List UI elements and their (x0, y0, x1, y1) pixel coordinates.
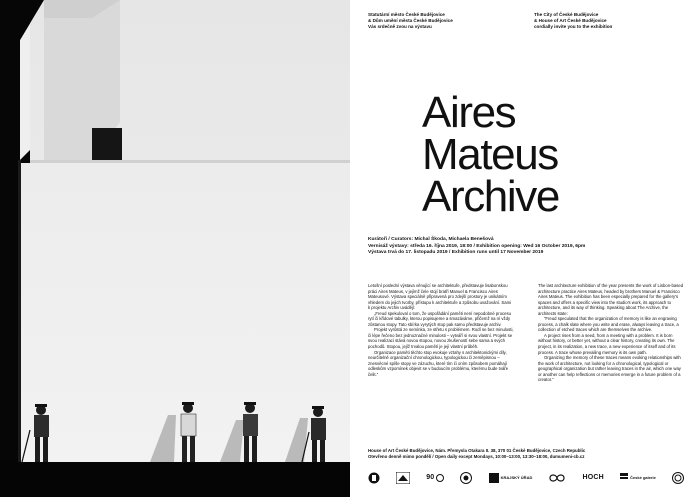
title-line: Aires (422, 88, 516, 137)
paragraph: “Freud speculated that the organization of memory is like an engraving process, a chalk slate where you write and erase, always leaving a trace, a collection of etched traces which are themselves the archive. (538, 316, 679, 333)
paragraph: „Freud spekuloval o tom, že uspořádání paměti není nepodobné procesu rytí či křídové tabulky, kterou popisujeme a smazáváme, přičemž na ní vždy zůstanou stopy. Tato sbírka vyrytých stop pak samo představuje archiv. (368, 310, 512, 327)
anniversary-logo (426, 474, 444, 482)
ministry-logo (396, 472, 410, 484)
title-line: Mateus (422, 130, 558, 179)
text-panel (350, 0, 700, 497)
intro-line: cordially invite you to the exhibition (534, 24, 613, 30)
body-text-czech (368, 283, 514, 377)
galleries-logo (620, 473, 656, 483)
hoch-text: HOCH (582, 473, 604, 481)
sponsor-logos (368, 470, 684, 486)
title-line: Archive (422, 172, 559, 221)
hours-line: Otevřeno denně mimo pondělí / Open daily except Mondays, 10:00–13:00, 13:30–18:00, dumumeni-cb.cz (368, 454, 585, 459)
opening-line: Vernisáž výstavy: středa 16. října 2019, 18:00 / Exhibition opening: Wed 16 October 2019, 6pm (368, 243, 586, 249)
gallery-icon (620, 473, 628, 483)
exhibition-title (422, 88, 559, 221)
partner-symbol-logo (548, 473, 566, 483)
address-line: House of Art České Budějovice, Nám. Přemysla Otakara II. 38, 370 01 České Budějovice, Czech Republic (368, 448, 586, 453)
exhibition-meta (368, 237, 688, 257)
region-text: KRAJSKÝ ÚŘAD (500, 474, 533, 480)
paragraph: A project rises from a seed, from a meeting with a problem. It is born without history, or better yet, without a clear history, creating its own. The project, in its realization, a new trace, a new experience of itself and of its process. A trace whose prevailing memory is its own path. (538, 332, 676, 355)
city-crest-icon (368, 472, 380, 484)
curators-line: Kurátoři / Curators: Michal Škoda, Michaela Benešová (368, 237, 494, 242)
intro-english (534, 12, 684, 31)
intro-line: Vás srdečně zvou na výstavu (368, 24, 432, 30)
intro-czech (368, 12, 518, 31)
seal-icon (460, 472, 472, 484)
paragraph: Organizing the memory of these traces means evoking relationships with the work of architecture, not looking for a chronological, typological or geographical organization but rather leaving traces in the air, which one way or another can help reflections or memories emerge in a future problem of a creator.” (538, 355, 681, 383)
partner-seal-logo (460, 472, 472, 484)
paragraph: Letošní poslední výstava věnující se architektuře, představuje lisabonskou práci Aires Mateus, v jejímž čele stojí bratři Manuel & Francisco Aires Mateusové. Výstava speciálně připravená pro zdejší prostory je unikátním vhledem do jejich tvorby, přístupu k architektuře a způsobu uvažování. Sami k projektu Archiv uvádějí: (368, 283, 512, 311)
intro-line: The City of České Budějovice (534, 12, 599, 17)
intro-line: Statutární město České Budějovice (368, 12, 445, 17)
circle-partner-logo (672, 472, 684, 484)
body-text-english (538, 283, 684, 383)
circle-badge-icon (672, 472, 684, 484)
venue-address (368, 448, 688, 460)
ministry-emblem-icon (396, 472, 410, 484)
paragraph: Projekt vyrůstá ze semínka, ze střetu s problémem. Rodí se bez minulosti, či lépe řečeno bez jednoznačné minulosti – vytváří si svou vlastní. Projekt se svou realizací stává novou stopou, novou zkušeností sebe sama a svých pochodů. Stopou, jejíž trvalou pamětí je její vlastní průběh. (368, 327, 514, 350)
anniversary-text: 90 (426, 473, 435, 481)
region-icon (489, 473, 499, 483)
paragraph: Organizace paměti těchto stop evokuje vztahy s architektonickými díly, neurčitelně organizační chronologickou, typologickou či zeměpisnou – znesvěcné spíše stopy ve zázuchu, které tím či oním způsobem pomáhají odleskům vzpomínek objevit se v budoucím problému, kterému bude tváře čelit.“ (368, 349, 509, 377)
intro-line: & Dům umění města České Budějovice (368, 18, 453, 24)
infinity-icon (548, 473, 566, 483)
hoch-logo (582, 473, 604, 481)
runs-line: Výstava trvá do 17. listopadu 2019 / Exhibition runs until 17 November 2019 (368, 250, 544, 256)
galleries-text: České galerie (630, 474, 656, 480)
anniversary-icon (436, 474, 444, 482)
city-logo (368, 472, 380, 484)
paragraph: The last architecture exhibition of the year presents the work of Lisbon-based architecture practice Aires Mateus, headed by brothers Manuel & Francisco Aires Mateus. The exhibition has been especially prepared for the gallery's spaces and offers a specific view into the studio's work, its approach to architecture, and its way of thinking. Speaking about The Archive, the architects state: (538, 283, 684, 316)
region-logo (489, 473, 533, 483)
intro-line: & House of Art České Budějovice (534, 18, 607, 24)
